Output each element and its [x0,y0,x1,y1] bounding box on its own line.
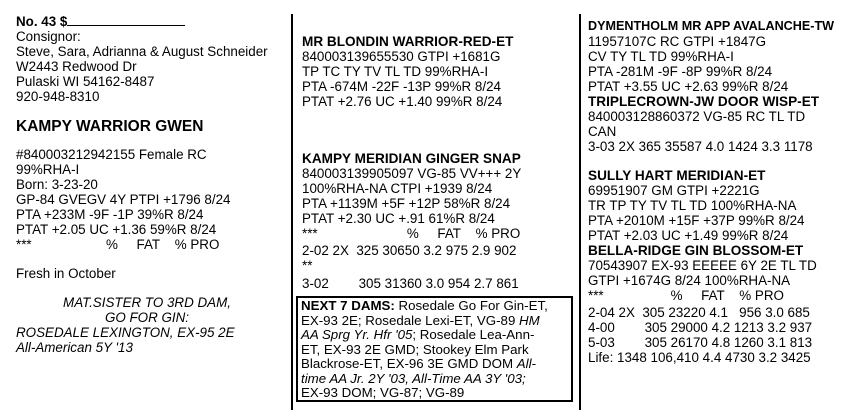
dam-name: KAMPY MERIDIAN GINGER SNAP [302,151,521,166]
lot-number-label: No. 43 $ [16,14,68,29]
sire-dam-lifetime: Life: 1348 106,410 4.4 4730 3.2 3425 [588,350,811,365]
sire-pta: PTA -674M -22F -13P 99%R 8/24 [302,79,501,94]
grandparents-column [588,19,858,365]
dam-record-stars: ** [302,258,313,273]
next-dams-text-2: EX-93 2E; Rosedale Lexi-ET, VG-89 [301,312,520,328]
consignor-phone: 920-948-8310 [16,89,100,104]
dam-record-header: *** % FAT % PRO [302,226,521,241]
sire-name: MR BLONDIN WARRIOR-RED-ET [302,34,514,49]
record-header: *** % FAT % PRO [16,237,220,252]
sire-registration: 840003139655530 GTPI +1681G [302,49,501,64]
sire-sire-pta: PTA +2010M +15F +37P 99%R 8/24 [588,213,805,228]
animal-rha: 99%RHA-I [16,162,80,177]
maternal-dam-name: TRIPLECROWN-JW DOOR WISP-ET [588,94,820,109]
next-dams-award-2: AA Sprg Yr. Hfr '05 [301,327,413,342]
fresh-note: Fresh in October [16,266,116,281]
pedigree-notes [16,295,278,355]
sire-sire-registration: 69951907 GM GTPI +2221G [588,183,760,198]
next-dams-text-4: ET, EX-93 2E GMD; Stookey Elm Park [301,341,529,357]
column-divider-left [291,14,293,410]
dam-record-1: 2-02 2X 325 30650 3.2 975 2.9 902 [302,243,517,258]
sire-sire-ptat: PTAT +2.03 UC +1.49 99%R 8/24 [588,228,789,243]
dam-record-2: 3-02 305 31360 3.0 954 2.7 861 [302,276,519,291]
column-divider-right [579,14,581,410]
sire-dam-record-1: 2-04 2X 305 23220 4.1 956 3.0 685 [588,305,810,320]
dam-registration: 840003139905097 VG-85 VV+++ 2Y [302,166,522,181]
next-dams-award-4: time AA Jr. 2Y '03, All-Time AA 3Y '03; [301,370,526,386]
sire-dam-record-header: *** % FAT % PRO [588,288,784,303]
animal-ptat: PTAT +2.05 UC +1.36 59%R 8/24 [16,222,217,237]
animal-gp: GP-84 GVEGV 4Y PTPI +1796 8/24 [16,192,231,207]
animal-pta: PTA +233M -9F -1P 39%R 8/24 [16,207,204,222]
maternal-sire-name: DYMENTHOLM MR APP AVALANCHE-TW [588,19,835,33]
maternal-sire-registration: 11957107C RC GTPI +1847G [588,34,767,49]
note-line-3: ROSEDALE LEXINGTON, EX-95 2E [16,325,235,340]
maternal-sire-ptat: PTAT +3.55 UC +2.63 99%R 8/24 [588,79,789,94]
sire-dam-registration: 70543907 EX-93 EEEEE 6Y 2E TL TD [588,258,817,273]
consignor-name: Steve, Sara, Adrianna & August Schneider [16,44,268,59]
maternal-dam-record: 3-03 2X 365 35587 4.0 1424 3.3 1178 [588,139,813,154]
next-dams-text-3: ; Rosedale Lea-Ann- [412,327,535,342]
maternal-sire-traits: CV TY TL TD 99%RHA-I [588,49,734,64]
consignor-address-2: Pulaski WI 54162-8487 [16,74,155,89]
note-line-4: All-American 5Y '13 [16,340,133,355]
animal-registration: #840003212942155 Female RC [16,147,207,162]
sire-sire-traits: TR TP TY TV TL TD 100%RHA-NA [588,198,797,213]
next-dams-award-1: HM [519,312,540,328]
next-dams-text-7: EX-93 DOM; VG-87; VG-89 [301,385,465,400]
note-line-2: GO FOR GIN: [104,310,190,325]
next-dams-box [296,296,573,402]
sire-traits: TP TC TY TV TL TD 99%RHA-I [302,64,489,79]
consignor-column [16,14,284,355]
lot-number [16,14,284,29]
price-blank [67,14,185,26]
sire-ptat: PTAT +2.76 UC +1.40 99%R 8/24 [302,94,503,109]
maternal-sire-pta: PTA -281M -9F -8P 99%R 8/24 [588,64,773,79]
sire-dam-record-2: 4-00 305 29000 4.2 1213 3.2 937 [588,320,813,335]
sire-dam-column [302,34,578,291]
consignor-address-1: W2443 Redwood Dr [16,59,137,74]
dam-ptat: PTAT +2.30 UC +.91 61%R 8/24 [302,211,495,226]
animal-born: Born: 3-23-20 [16,177,98,192]
sire-dam-name: BELLA-RIDGE GIN BLOSSOM-ET [588,243,804,258]
sire-dam-gtpi: GTPI +1674G 8/24 100%RHA-NA [588,273,791,288]
next-dams-text-1: Rosedale Go For Gin-ET, [394,298,548,313]
next-dams-text-5: Blackrose-ET, EX-96 3E GMD DOM [301,356,517,371]
dam-pta: PTA +1139M +5F +12P 58%R 8/24 [302,196,511,211]
consignor-label: Consignor: [16,29,81,44]
sire-dam-record-3: 5-03 305 26170 4.8 1260 3.1 813 [588,335,813,350]
next-dams-award-3: All- [516,356,536,371]
sire-sire-name: SULLY HART MERIDIAN-ET [588,168,766,183]
maternal-dam-country: CAN [588,124,617,139]
dam-rha: 100%RHA-NA CTPI +1939 8/24 [302,181,493,196]
animal-name: KAMPY WARRIOR GWEN [16,118,204,135]
next-dams-label: NEXT 7 DAMS: [301,298,395,313]
note-line-1: MAT.SISTER TO 3RD DAM, [63,295,231,310]
maternal-dam-registration: 840003128860372 VG-85 RC TL TD [588,109,806,124]
